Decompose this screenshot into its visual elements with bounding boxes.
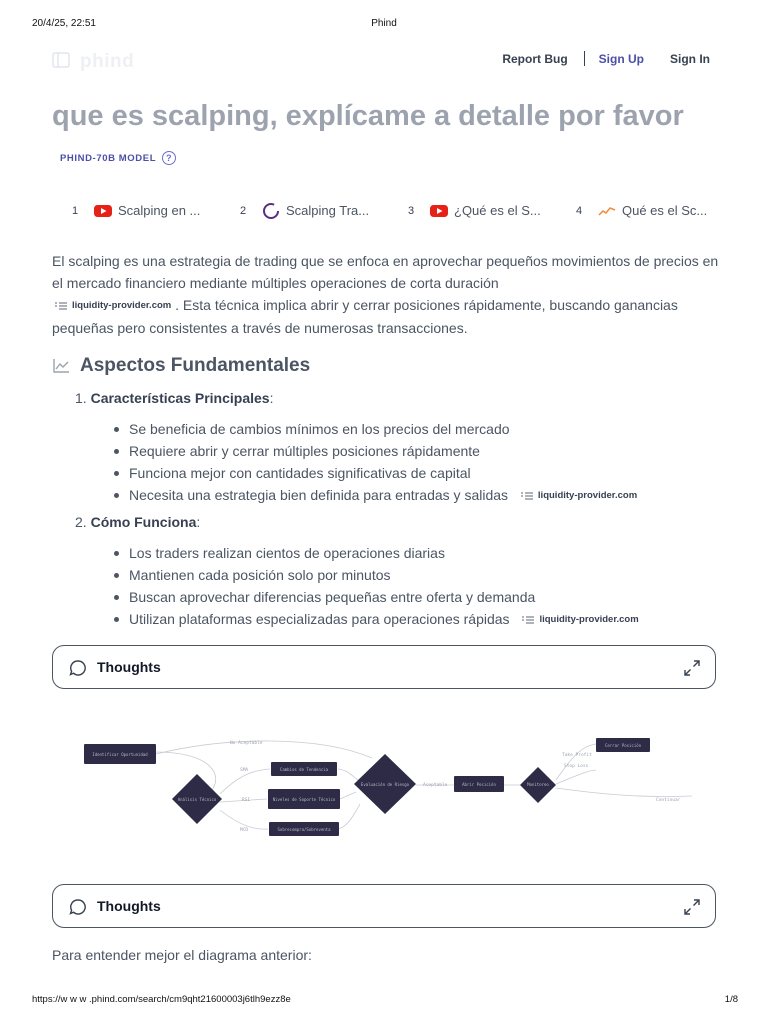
bullet-item [112,608,639,630]
list-icon [54,301,68,311]
top-nav [52,48,718,74]
bullet-text: Requiere abrir y cerrar múltiples posiciones rápidamente [129,443,480,459]
sidebar-toggle-icon[interactable] [52,52,70,68]
section-heading-text: Aspectos Fundamentales [80,355,311,376]
edge-label-stop-loss: Stop Loss [564,764,589,769]
print-title: Phind [371,18,397,29]
node-label-overbought: Sobrecompra/Sobreventa [277,827,331,832]
source-number: 3 [408,204,415,217]
chat-bubble-icon [69,659,87,677]
citation-label: liquidity-provider.com [72,300,172,312]
source-item-2[interactable] [220,203,369,218]
source-item-4[interactable] [556,203,707,218]
node-label-risk: Evaluación de Riesgo [360,782,410,787]
edge-label-take-profit: Take Profit [562,753,592,758]
citation-label: liquidity-provider.com [537,490,638,502]
node-label-identify: Identificar Oportunidad [92,752,148,757]
source-item-1[interactable] [52,203,200,218]
edge-label-mcd: MCD [240,828,249,833]
citation-label: liquidity-provider.com [539,614,639,626]
model-badge [60,151,176,165]
thoughts-label: Thoughts [97,898,161,914]
node-label-monitor: Monitoreo [527,782,549,787]
youtube-icon [430,204,448,218]
bullet-item [112,564,639,586]
expand-icon[interactable] [683,659,701,677]
list-item-1 [75,390,273,406]
citation-link[interactable] [520,485,637,507]
logo[interactable]: phind [80,51,135,72]
bullet-text: Los traders realizan cientos de operaciones diarias [129,545,445,561]
help-icon[interactable]: ? [162,151,176,165]
list-title: Características Principales [90,390,270,406]
edge-label-no-acceptable: No Aceptable [230,741,263,746]
list-title-suffix: : [269,390,274,406]
flow-diagram [80,730,692,842]
thoughts-panel[interactable] [52,884,716,928]
intro-text-1: El scalping es una estrategia de trading que se enfoca en aprovechar pequeños movimientos de precios en el mercado financiero mediante múltiples operaciones de corta duración [52,253,719,291]
print-page-number: 1/8 [724,994,738,1005]
sources-row [52,203,732,225]
source-label: ¿Qué es el S... [454,203,541,218]
list-icon [520,491,534,501]
footer-paragraph: Para entender mejor el diagrama anterior: [52,947,312,963]
print-header [0,18,768,32]
source-label: Scalping Tra... [286,203,370,218]
sign-up-link[interactable]: Sign Up [598,51,644,66]
chart-line-icon [52,358,70,374]
bullet-text: Necesita una estrategia bien definida para entradas y salidas [129,487,509,503]
source-item-3[interactable] [388,203,541,218]
bullet-item [112,440,637,462]
source-number: 2 [240,204,247,217]
node-label-analysis: Análisis Técnico [177,797,217,802]
thoughts-panel[interactable] [52,645,716,689]
expand-icon[interactable] [683,898,701,916]
bullet-text: Mantienen cada posición solo por minutos [129,567,391,583]
intro-paragraph [52,250,722,339]
source-label: Qué es el Sc... [622,203,708,218]
sign-in-link[interactable]: Sign In [670,51,710,66]
chat-bubble-icon [69,898,87,916]
nav-links [502,51,710,66]
edge-label-sma: SMA [240,768,249,773]
section-heading [52,355,310,377]
node-label-close: Cerrar Posición [604,743,642,748]
node-label-supports: Niveles de Soporte Técnico [272,797,336,802]
source-label: Scalping en ... [118,203,201,218]
list-number: 2. [75,514,87,530]
bullet-text: Buscan aprovechar diferencias pequeñas entre oferta y demanda [129,589,536,605]
node-label-trend: Cambios de Tendencia [279,767,329,772]
youtube-icon [94,204,112,218]
edge-label-acceptable: Aceptable [423,783,448,788]
thoughts-label: Thoughts [97,659,161,675]
spinner-icon [262,204,280,218]
print-datetime: 20/4/25, 22:51 [32,18,96,29]
bullet-text: Se beneficia de cambios mínimos en los precios del mercado [129,421,510,437]
bullet-item [112,586,639,608]
citation-link[interactable] [521,609,638,631]
print-url: https://w w w .phind.com/search/cm9qht21600003j6tlh9ezz8e [32,994,291,1005]
intro-text-2: . Esta técnica implica abrir y cerrar posiciones rápidamente, buscando ganancias pequeñas pero consistentes a través de numerosas transacciones. [52,297,678,337]
node-label-open: Abrir Posición [462,782,496,787]
edge-label-rsi: RSI [242,798,251,803]
bullet-text: Utilizan plataformas especializadas para operaciones rápidas [129,611,510,627]
bullet-item [112,542,639,564]
question-title: que es scalping, explícame a detalle por favor [52,100,684,132]
list-number: 1. [75,390,87,406]
bullet-list-2 [112,542,639,630]
bullet-item [112,484,637,506]
model-label: PHIND-70B MODEL [60,152,157,164]
list-title-suffix: : [196,514,201,530]
list-icon [521,615,535,625]
bullet-text: Funciona mejor con cantidades significativas de capital [129,465,471,481]
edge-label-continuar: Continuar [656,798,681,803]
list-item-2 [75,514,200,530]
report-bug-link[interactable]: Report Bug [502,51,568,66]
source-number: 4 [576,204,583,217]
citation-link[interactable] [54,295,171,317]
list-title: Cómo Funciona [90,514,197,530]
source-number: 1 [72,204,79,217]
trend-icon [598,204,616,218]
bullet-item [112,462,637,484]
nav-divider [584,51,585,66]
bullet-item [112,418,637,440]
bullet-list-1 [112,418,637,506]
